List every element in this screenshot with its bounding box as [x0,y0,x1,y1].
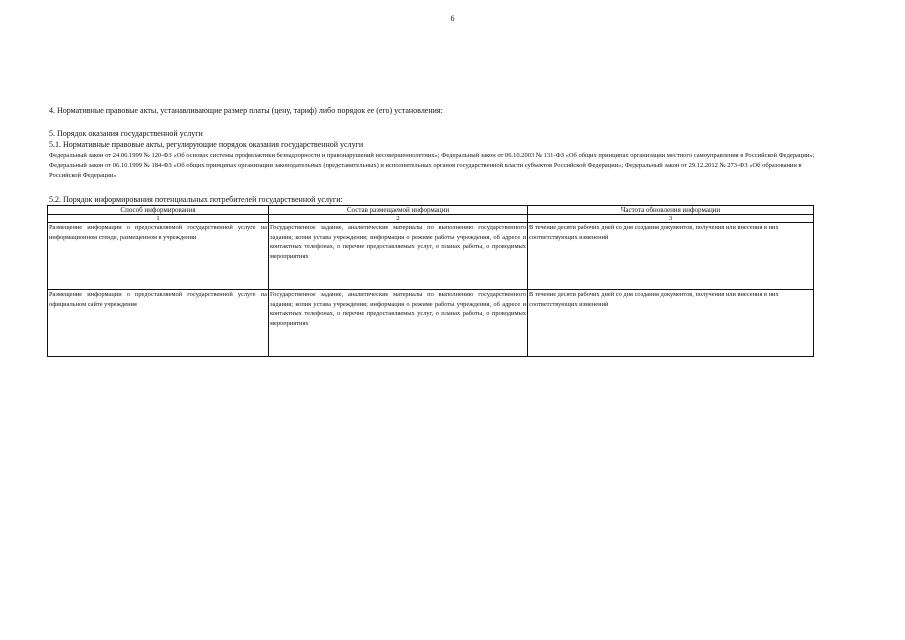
section-5-2-heading: 5.2. Порядок информирования потенциальных потребителей государственной услуги: [49,195,343,204]
column-number-3: 3 [528,215,814,223]
table-row [48,290,814,357]
page-number: 6 [450,14,455,23]
section-5-1-heading: 5.1. Нормативные правовые акты, регулирующие порядок оказания государственной услуги [49,140,364,149]
row-content: Государственное задание, аналитические материалы по выполнению государственного задания; копия устава учреждения; информация о режиме работы учреждения, об адресе и контактных телефонах, о перечне предоставляемых услуг, о планах работы, о проводимых мероприятиях [269,290,528,357]
section-5-heading: 5. Порядок оказания государственной услуги [49,129,203,138]
row-frequency: В течение десяти рабочих дней со дня создания документов, получения или внесения в них соответствующих изменений [528,290,814,357]
row-method: Размещение информации о предоставляемой государственной услуге на официальном сайте учреждения [48,290,269,357]
column-number-1: 1 [48,215,269,223]
table-row [48,223,814,290]
header-method: Способ информирования [48,206,269,215]
regulatory-acts-text: Федеральный закон от 24.06.1999 № 120-ФЗ «Об основах системы профилактики безнадзорности и правонарушений несовершеннолетних»; Федеральный закон от 06.10.2003 № 131-ФЗ «Об общих принципах организации местного самоуправления в Российской Федерации»; Федеральный закон от 06.10.1999 № 184-ФЗ «Об общих принципах организации законодательных (представительных) и исполнительных органов государственной власти субъектов Российской Федерации»; Федеральный закон от 29.12.2012 № 273-ФЗ «Об образовании в Российской Федерации» [49,152,815,179]
informing-table [47,205,814,357]
section-4-heading: 4. Нормативные правовые акты, устанавливающие размер платы (цену, тариф) либо порядок ее (его) установления: [49,106,443,115]
table-number-row [48,215,814,223]
header-frequency: Частота обновления информации [528,206,814,215]
row-method: Размещение информации о предоставляемой государственной услуге на информационном стенде, размещенном в учреждении [48,223,269,290]
row-content: Государственное задание, аналитические материалы по выполнению государственного задания; копия устава учреждения; информация о режиме работы учреждения, об адресе и контактных телефонах, о перечне предоставляемых услуг, о планах работы, о проводимых мероприятиях [269,223,528,290]
header-content: Состав размещаемой информации [269,206,528,215]
column-number-2: 2 [269,215,528,223]
row-frequency: В течение десяти рабочих дней со дня создания документов, получения или внесения в них соответствующих изменений [528,223,814,290]
table-header-row [48,206,814,215]
